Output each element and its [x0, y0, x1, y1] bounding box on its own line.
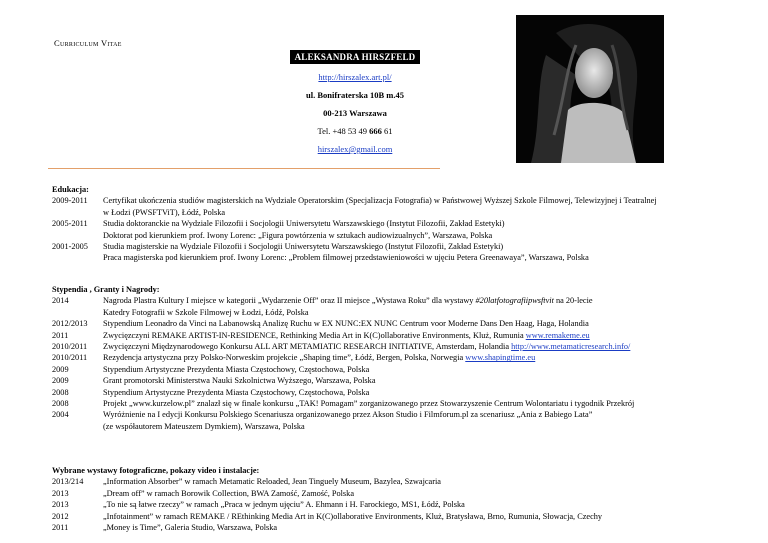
website-link[interactable]: http://hirszalex.art.pl/ — [318, 72, 392, 82]
list-item: 2008 Stypendium Artystyczne Prezydenta Miasta Częstochowy, Częstochowa, Polska — [52, 387, 370, 397]
list-item: 2010/2011 Zwycięzczyni Międzynarodowego Konkursu ALL ART METAMIATIC RESEARCH INITIATIVE, Amsterdam, Holandia http://www.metamaticresearch.info/ — [52, 342, 631, 352]
list-item: 2011 Zwycięzczyni REMAKE ARTIST-IN-RESIDENCE, Rethinking Media Art in K(C)ollaborative Environments, Kluż, Rumunia www.remakeme.eu — [52, 330, 590, 340]
education-title: Edukacja: — [52, 185, 89, 194]
list-item: 2012 „Infotainment” w ramach REMAKE / REthinking Media Art in K(C)ollaborative Environments, Kluż, Bratysława, Brno, Rumunia, Słowacja, Czechy — [52, 511, 603, 521]
list-item-cont: w Łodzi (PWSFTViT), Łódź, Polska — [103, 207, 226, 217]
contact-header — [250, 50, 460, 154]
header-divider — [48, 168, 440, 169]
person-name: ALEKSANDRA HIRSZFELD — [290, 50, 421, 64]
email-link[interactable]: hirszalex@gmail.com — [317, 144, 393, 154]
remakeme-link[interactable]: www.remakeme.eu — [525, 330, 590, 340]
cv-label: Curriculum Vitae — [54, 38, 122, 48]
list-item: 2004 Wyróżnienie na I edycji Konkursu Polskiego Scenariusza organizowanego przez Akson Studio i Filmforum.pl za scenariusz „Ania z Babiego Lata” — [52, 410, 593, 420]
list-item: 2009 Grant promotorski Ministerstwa Nauki Szkolnictwa Wyższego, Warszawa, Polska — [52, 376, 376, 386]
shapingtime-link[interactable]: www.shapingtime.eu — [465, 353, 536, 363]
list-item-cont: Praca magisterska pod kierunkiem prof. Iwony Lorenc: „Problem filmowej przedstawieniowości w ujęciu Petera Greenawaya”, Warszawa, Polska — [103, 253, 589, 263]
list-item-cont: Katedry Fotografii w Szkole Filmowej w Łodzi, Łódź, Polska — [103, 307, 309, 317]
list-item: 2014 Nagroda Plastra Kultury I miejsce w kategorii „Wydarzenie Off” oraz II miejsce „Wystawa Roku” dla wystawy #20latfotografiipwsftvit na 20-lecie — [52, 296, 593, 306]
list-item: 2005-2011 Studia doktoranckie na Wydziale Filozofii i Socjologii Uniwersytetu Warszawskiego (Instytut Filozofii, Zakład Estetyki) — [52, 219, 505, 229]
exhibitions-section — [52, 465, 764, 533]
metamatic-link[interactable]: http://www.metamaticresearch.info/ — [511, 342, 631, 352]
list-item: 2009 Stypendium Artystyczne Prezydenta Miasta Częstochowy, Częstochowa, Polska — [52, 364, 370, 374]
address-line-2: 00-213 Warszawa — [323, 108, 387, 118]
list-item-cont: (ze współautorem Mateuszem Dymkiem), Warszawa, Polska — [103, 421, 305, 431]
education-section — [52, 184, 764, 264]
address-line-1: ul. Bonifraterska 10B m.45 — [306, 90, 404, 100]
list-item: 2013/214 „Information Absorber” w ramach Metamatic Reloaded, Jean Tinguely Museum, Bazylea, Szwajcaria — [52, 477, 441, 487]
list-item-cont: Doktorat pod kierunkiem prof. Iwony Lorenc: „Figura powtórzenia w sztukach audiowizualnych”, Warszawa, Polska — [103, 230, 493, 240]
portrait-photo — [516, 15, 664, 163]
list-item: 2009-2011 Certyfikat ukończenia studiów magisterskich na Wydziale Operatorskim (Specjalizacja Fotografia) w Państwowej Wyższej Szkole Filmowej, Telewizyjnej i Teatralnej — [52, 196, 657, 206]
list-item: 2013 „Dream off” w ramach Borowik Collection, BWA Zamość, Zamość, Polska — [52, 488, 354, 498]
list-item: 2013 „To nie są łatwe rzeczy” w ramach „Praca w jednym ujęciu” A. Ehmann i H. Farockiego, MS1, Łódź, Polska — [52, 500, 465, 510]
list-item: 2012/2013 Stypendium Leonadro da Vinci na Labanowską Analizę Ruchu w EX NUNC:EX NUNC Centrum voor Moderne Dans Den Haag, Haga, Holandia — [52, 319, 589, 329]
list-item: 2008 Projekt „www.kurzelow.pl” znalazł się w finale konkursu „TAK! Pomagam” zorganizowanego przez Stowarzyszenie Centrum Wolontariatu i tygodnik Przekrój — [52, 399, 635, 409]
exhibitions-title: Wybrane wystawy fotograficzne, pokazy video i instalacje: — [52, 466, 260, 475]
list-item: 2001-2005 Studia magisterskie na Wydziale Filozofii i Socjologii Uniwersytetu Warszawskiego (Instytut Filozofii, Zakład Estetyki) — [52, 242, 504, 252]
grants-title: Stypendia , Granty i Nagrody: — [52, 285, 160, 294]
grants-section — [52, 284, 764, 432]
list-item: 2010/2011 Rezydencja artystyczna przy Polsko-Norweskim projekcie „Shaping time”, Łódź, Bergen, Polska, Norwegia www.shapingtime.eu — [52, 353, 536, 363]
phone-line: Tel. +48 53 49 666 61 — [317, 126, 393, 136]
list-item: 2011 „Money is Time”, Galeria Studio, Warszawa, Polska — [52, 523, 278, 533]
